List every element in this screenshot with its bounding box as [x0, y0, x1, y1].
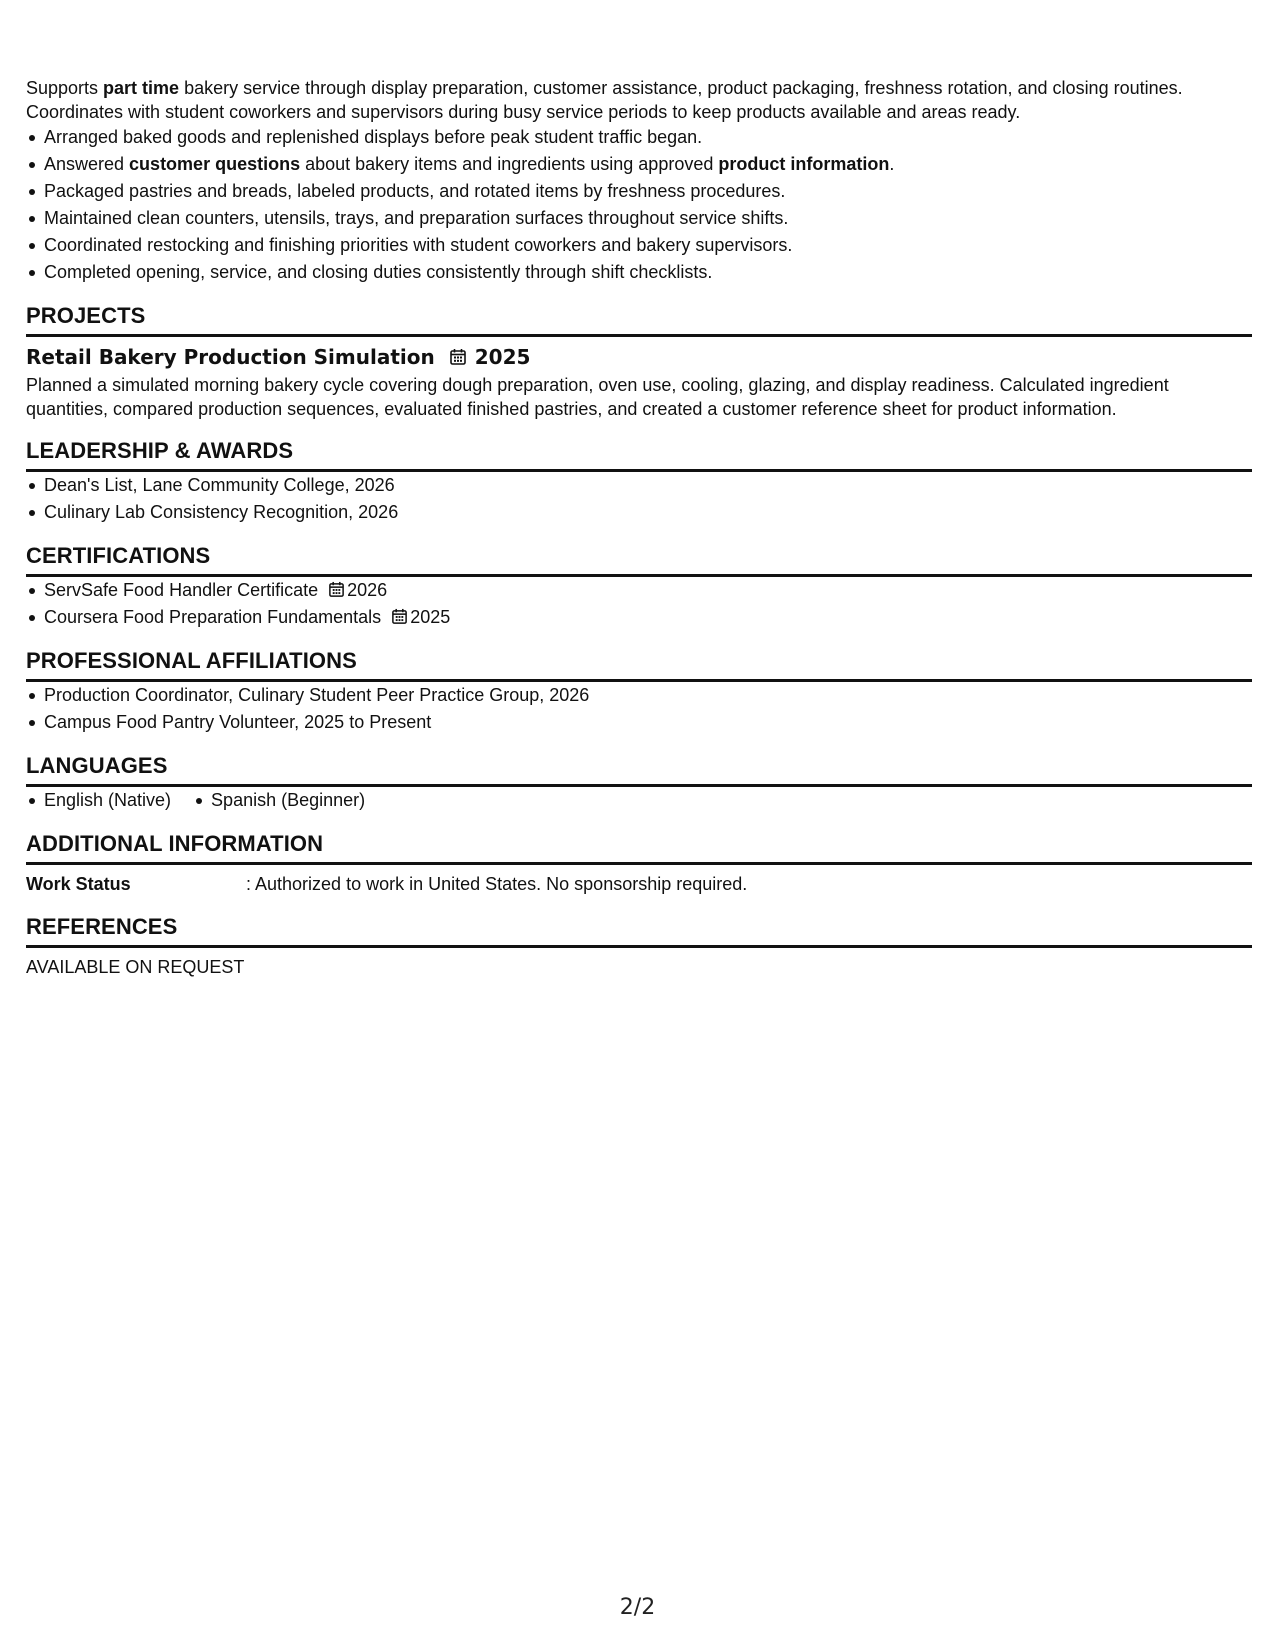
- bullet-text: Answered: [44, 154, 130, 174]
- project-description: Planned a simulated morning bakery cycle covering dough preparation, oven use, cooling, glazing, and display readiness. Calculated ingredient quantities, compared production sequences, evaluated finished pastries, and created a customer reference sheet for product information.: [26, 375, 1169, 419]
- list-item: Coordinated restocking and finishing priorities with student coworkers and bakery supervisors.: [26, 232, 1252, 259]
- section-heading-projects: PROJECTS: [26, 302, 1252, 337]
- section-heading-certifications: CERTIFICATIONS: [26, 542, 1252, 577]
- section-heading-affiliations: PROFESSIONAL AFFILIATIONS: [26, 647, 1252, 682]
- list-item: Spanish (Beginner): [193, 787, 365, 814]
- calendar-icon: [449, 348, 467, 366]
- affiliations-list: [26, 682, 1252, 736]
- page-number: 2/2: [619, 1595, 656, 1620]
- list-item: Dean's List, Lane Community College, 2026: [26, 472, 1252, 499]
- summary-line-2: Coordinates with student coworkers and supervisors during busy service periods to keep products available and areas ready.: [26, 102, 1021, 122]
- certification-name: Coursera Food Preparation Fundamentals: [44, 607, 382, 627]
- summary-text: bakery service through display preparation, customer assistance, product packaging, freshness rotation, and closing routines.: [179, 78, 1183, 98]
- list-item: Maintained clean counters, utensils, trays, and preparation surfaces throughout service shifts.: [26, 205, 1252, 232]
- section-heading-languages: LANGUAGES: [26, 752, 1252, 787]
- work-status-label: Work Status: [26, 874, 131, 894]
- list-item: Production Coordinator, Culinary Student Peer Practice Group, 2026: [26, 682, 1252, 709]
- list-item: Arranged baked goods and replenished displays before peak student traffic began.: [26, 124, 1252, 151]
- list-item: [26, 604, 1252, 631]
- projects-section: [26, 343, 1252, 421]
- experience-summary: [26, 76, 1252, 124]
- project-title: Retail Bakery Production Simulation: [26, 345, 435, 369]
- experience-bullet-list: [26, 124, 1252, 286]
- references-text: AVAILABLE ON REQUEST: [26, 957, 245, 977]
- list-item: Packaged pastries and breads, labeled products, and rotated items by freshness procedures.: [26, 178, 1252, 205]
- calendar-icon: [391, 608, 408, 625]
- bullet-bold-term: customer questions: [129, 154, 301, 174]
- bullet-text: about bakery items and ingredients using approved: [300, 154, 719, 174]
- summary-text: Supports: [26, 78, 104, 98]
- calendar-icon: [328, 581, 345, 598]
- leadership-list: [26, 472, 1252, 526]
- list-item: [26, 577, 1252, 604]
- bullet-bold-term: product information: [718, 154, 890, 174]
- list-item: Campus Food Pantry Volunteer, 2025 to Present: [26, 709, 1252, 736]
- certification-name: ServSafe Food Handler Certificate: [44, 580, 319, 600]
- project-year: 2025: [474, 345, 531, 369]
- certification-year: 2026: [347, 580, 388, 600]
- certification-year: 2025: [410, 607, 451, 627]
- certifications-list: [26, 577, 1252, 631]
- list-item: English (Native): [26, 787, 171, 814]
- summary-line-1: [26, 76, 1252, 100]
- list-item: Culinary Lab Consistency Recognition, 2026: [26, 499, 1252, 526]
- work-status-row: [26, 871, 1252, 897]
- section-heading-additional-info: ADDITIONAL INFORMATION: [26, 830, 1252, 865]
- languages-list: [26, 787, 1252, 814]
- summary-bold-term: part time: [103, 78, 180, 98]
- work-status-value: : Authorized to work in United States. No sponsorship required.: [246, 874, 748, 894]
- bullet-text: .: [889, 154, 895, 174]
- section-heading-leadership: LEADERSHIP & AWARDS: [26, 437, 1252, 472]
- list-item: Completed opening, service, and closing duties consistently through shift checklists.: [26, 259, 1252, 286]
- project-title-row: [26, 343, 1252, 371]
- section-heading-references: REFERENCES: [26, 913, 1252, 948]
- list-item: [26, 151, 1252, 178]
- resume-page: [26, 76, 1252, 980]
